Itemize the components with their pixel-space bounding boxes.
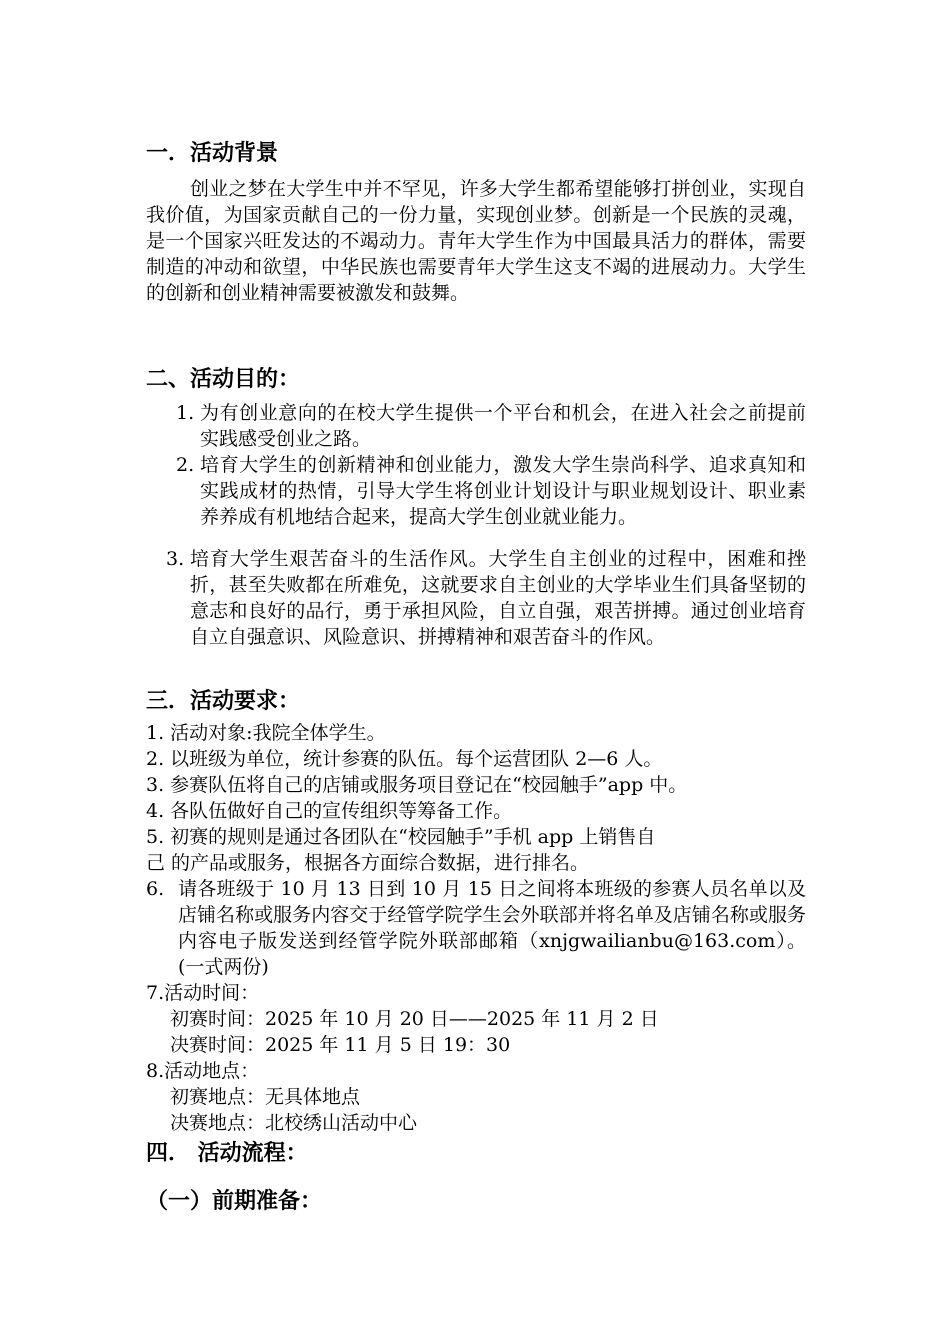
- requirement-2: 2. 以班级为单位，统计参赛的队伍。每个运营团队 2—6 人。: [146, 748, 663, 770]
- requirement-3: 3. 参赛队伍将自己的店铺或服务项目登记在“校园触手”app 中。: [146, 774, 688, 796]
- purpose-item-3-number: 3.: [166, 548, 185, 570]
- section-4-heading: 四． 活动流程：: [146, 1141, 308, 1166]
- purpose-item-3-text: 培育大学生艰苦奋斗的生活作风。大学生自主创业的过程中，困难和挫折，甚至失败都在所难免，这就要求自主创业的大学毕业生们具备坚韧的意志和良好的品行，勇于承担风险，自立自强，艰苦拼搏。通过创业培育自立自强意识、风险意识、拼搏精神和艰苦奋斗的作风。: [190, 548, 806, 648]
- section-1-paragraph: 创业之梦在大学生中并不罕见，许多大学生都希望能够打拼创业，实现自我价值，为国家贡献自己的一份力量，实现创业梦。创新是一个民族的灵魂，是一个国家兴旺发达的不竭动力。青年大学生作为中国最具活力的群体，需要制造的冲动和欲望，中华民族也需要青年大学生这支不竭的进展动力。大学生的创新和创业精神需要被激发和鼓舞。: [146, 178, 806, 304]
- requirement-5-line-1: 5. 初赛的规则是通过各团队在“校园触手”手机 app 上销售自: [146, 826, 656, 848]
- preliminary-time: 初赛时间：2025 年 10 月 20 日——2025 年 11 月 2 日: [170, 1008, 659, 1030]
- preliminary-venue: 初赛地点：无具体地点: [170, 1086, 361, 1108]
- requirement-6-number: 6.: [146, 878, 165, 900]
- purpose-item-2-text: 培育大学生的创新精神和创业能力，激发大学生崇尚科学、追求真知和实践成材的热情，引导大学生将创业计划设计与职业规划设计、职业素养养成有机地结合起来，提高大学生创业就业能力。: [200, 454, 806, 528]
- requirement-5-line-2: 己 的产品或服务，根据各方面综合数据，进行排名。: [146, 852, 590, 874]
- purpose-item-1-text: 为有创业意向的在校大学生提供一个平台和机会，在进入社会之前提前实践感受创业之路。: [200, 402, 806, 450]
- section-4-subheading-1: （一）前期准备：: [146, 1189, 323, 1214]
- section-3-heading: 三．活动要求：: [146, 689, 301, 714]
- requirement-4: 4. 各队伍做好自己的宣传组织等筹备工作。: [146, 800, 513, 822]
- activity-venue-label: 8.活动地点：: [146, 1060, 260, 1082]
- section-2-heading: 二、活动目的：: [146, 367, 301, 392]
- final-venue: 决赛地点：北校绣山活动中心: [170, 1112, 418, 1134]
- purpose-item-2-number: 2.: [176, 454, 195, 476]
- purpose-item-1-number: 1.: [176, 402, 195, 424]
- activity-time-label: 7.活动时间：: [146, 982, 260, 1004]
- requirement-6-text: 请各班级于 10 月 13 日到 10 月 15 日之间将本班级的参赛人员名单以及店铺名称或服务内容交于经管学院学生会外联部并将名单及店铺名称或服务内容电子版发送到经管学院外联部邮箱（xnjgwailianbu@163.com）。(一式两份): [178, 878, 806, 978]
- requirement-1: 1. 活动对象:我院全体学生。: [146, 722, 386, 744]
- final-time: 决赛时间：2025 年 11 月 5 日 19：30: [170, 1034, 511, 1056]
- section-1-heading: 一．活动背景: [146, 141, 279, 166]
